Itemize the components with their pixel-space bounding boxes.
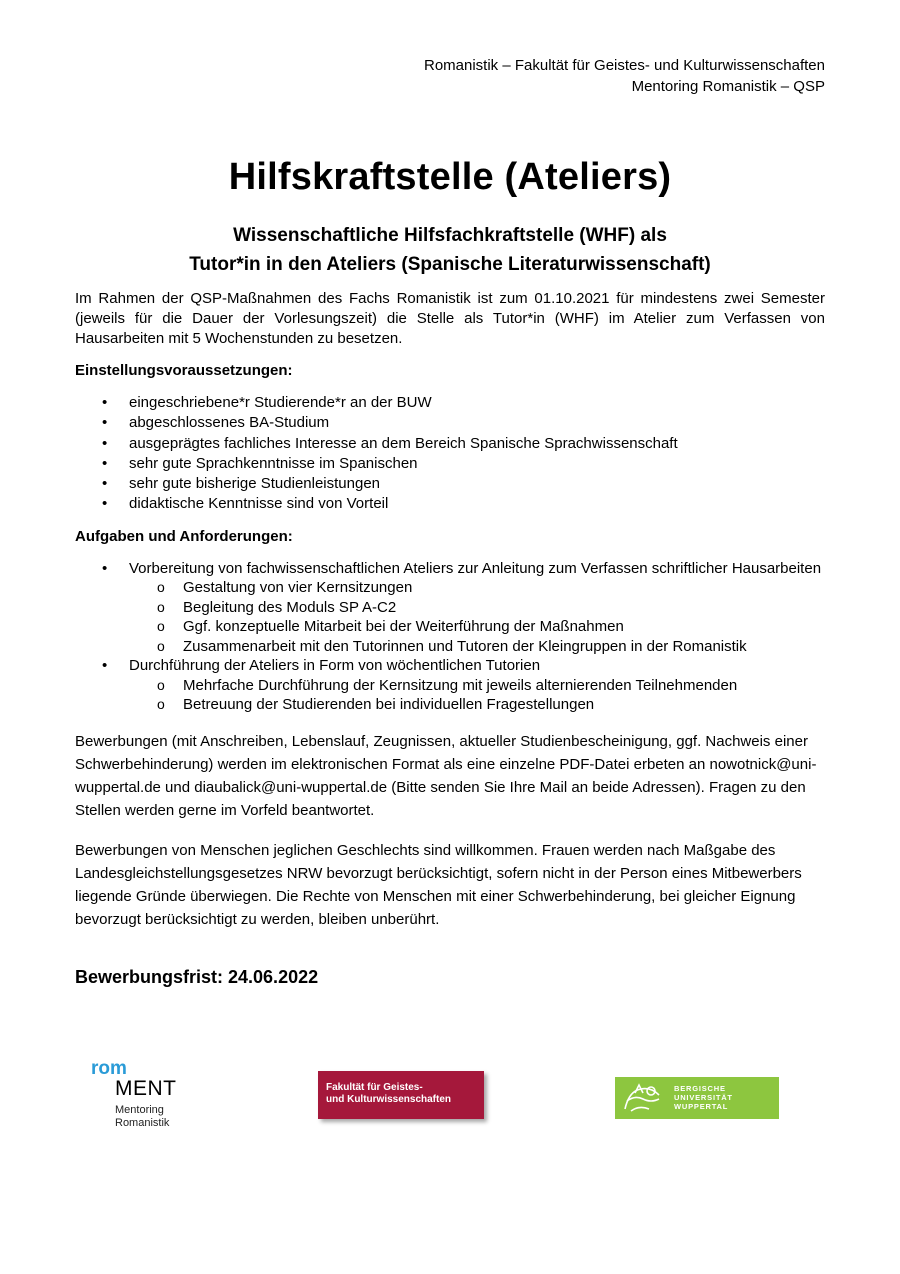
bullet-icon: • [102, 414, 108, 432]
circle-bullet-icon: o [157, 676, 165, 693]
bullet-icon: • [102, 475, 108, 493]
equality-paragraph: Bewerbungen von Menschen jeglichen Geschlechts sind willkommen. Frauen werden nach Maßgabe des Landesgleichstellungsgesetzes NRW bevorzugt berücksichtigt, sofern nicht in der Person eines Mitbewerbers liegende Gründe überwiegen. Die Rechte von Menschen mit einer Schwerbehinderung, bei gleicher Eignung bevorzugt berücksichtigt zu werden, bleiben unberührt. [75, 841, 802, 928]
faculty-logo-line-2: und Kulturwissenschaften [326, 1094, 452, 1105]
sub-list-item: o Gestaltung von vier Kernsitzungen [157, 579, 413, 597]
romment-logo-ment: MENT [115, 1077, 177, 1100]
sub-list [129, 676, 825, 715]
document-title: Hilfskraftstelle (Ateliers) [228, 156, 672, 198]
faculty-logo-line-1: Fakultät für Geistes- [326, 1082, 423, 1093]
logo-row [0, 1060, 900, 1150]
list-item [75, 559, 825, 657]
sub-list-item: o Ggf. konzeptuelle Mitarbeit bei der Weiterführung der Maßnahmen [157, 618, 624, 636]
bullet-icon: • [102, 495, 108, 513]
circle-bullet-icon: o [157, 598, 165, 615]
faculty-logo [318, 1071, 484, 1119]
application-deadline: Bewerbungsfrist: 24.06.2022 [75, 966, 319, 987]
list-item: • sehr gute Sprachkenntnisse im Spanischen [75, 454, 825, 474]
list-item: • abgeschlossenes BA-Studium [75, 413, 825, 433]
university-logo [615, 1077, 779, 1119]
circle-bullet-icon: o [157, 696, 165, 713]
sub-list-item: o Zusammenarbeit mit den Tutorinnen und Tutoren der Kleingruppen in der Romanistik [157, 637, 747, 655]
bullet-icon: • [102, 394, 108, 411]
document-subtitle [0, 221, 900, 279]
list-item: • didaktische Kenntnisse sind von Vorteil [75, 494, 825, 514]
requirements-list [75, 393, 825, 515]
page-header [424, 55, 825, 97]
circle-bullet-icon: o [157, 618, 165, 635]
sub-list-item: o Mehrfache Durchführung der Kernsitzung mit jeweils alternierenden Teilnehmenden [157, 676, 738, 694]
university-emblem-icon [621, 1081, 665, 1115]
list-item: • sehr gute bisherige Studienleistungen [75, 474, 825, 494]
header-faculty-line: Romanistik – Fakultät für Geistes- und Kulturwissenschaften [423, 57, 825, 74]
requirements-heading: Einstellungsvoraussetzungen: [75, 362, 293, 379]
list-item: • eingeschriebene*r Studierende*r an der BUW [75, 393, 825, 413]
bullet-icon: • [102, 559, 108, 577]
header-program-line: Mentoring Romanistik – QSP [631, 78, 825, 95]
bullet-icon: • [102, 434, 108, 452]
bullet-icon: • [102, 657, 108, 675]
subtitle-line-1: Wissenschaftliche Hilfsfachkraftstelle (WHF) als [233, 225, 667, 246]
romment-logo-caption: Mentoring Romanistik [115, 1104, 170, 1129]
romment-logo [91, 1060, 191, 1130]
intro-paragraph: Im Rahmen der QSP-Maßnahmen des Fachs Romanistik ist zum 01.10.2021 für mindestens zwei Semester (jeweils für die Dauer der Vorlesungszeit) die Stelle als Tutor*in (WHF) im Atelier zum Verfassen von Hausarbeiten mit 5 Wochenstunden zu besetzen. [75, 290, 825, 347]
sub-list-item: o Betreuung der Studierenden bei individuellen Fragestellungen [157, 696, 595, 714]
circle-bullet-icon: o [157, 579, 165, 596]
tasks-heading: Aufgaben und Anforderungen: [75, 527, 293, 545]
university-logo-text: BERGISCHE UNIVERSITÄT WUPPERTAL [674, 1084, 733, 1111]
subtitle-line-2: Tutor*in in den Ateliers (Spanische Literaturwissenschaft) [189, 254, 711, 275]
task-text: Durchführung der Ateliers in Form von wöchentlichen Tutorien [129, 657, 541, 675]
sub-list-item: o Begleitung des Moduls SP A-C2 [157, 598, 397, 616]
tasks-list [75, 559, 825, 715]
bullet-icon: • [102, 454, 108, 472]
list-item [75, 656, 825, 715]
sub-list [129, 578, 825, 656]
task-text: Vorbereitung von fachwissenschaftlichen Ateliers zur Anleitung zum Verfassen schriftlicher Hausarbeiten [129, 559, 822, 577]
list-item: • ausgeprägtes fachliches Interesse an dem Bereich Spanische Sprachwissenschaft [75, 434, 825, 454]
application-paragraph: Bewerbungen (mit Anschreiben, Lebenslauf, Zeugnissen, aktueller Studienbescheinigung, ggf. Nachweis einer Schwerbehinderung) werden im elektronischen Format als eine einzelne PDF-Datei erbeten an nowotnick@uni-wuppertal.de und diaubalick@uni-wuppertal.de (Bitte senden Sie Ihre Mail an beide Adressen). Fragen zu den Stellen werden gerne im Vorfeld beantwortet. [75, 732, 817, 819]
document-body [75, 289, 825, 988]
circle-bullet-icon: o [157, 637, 165, 654]
romment-logo-rom: rom [91, 1058, 127, 1079]
